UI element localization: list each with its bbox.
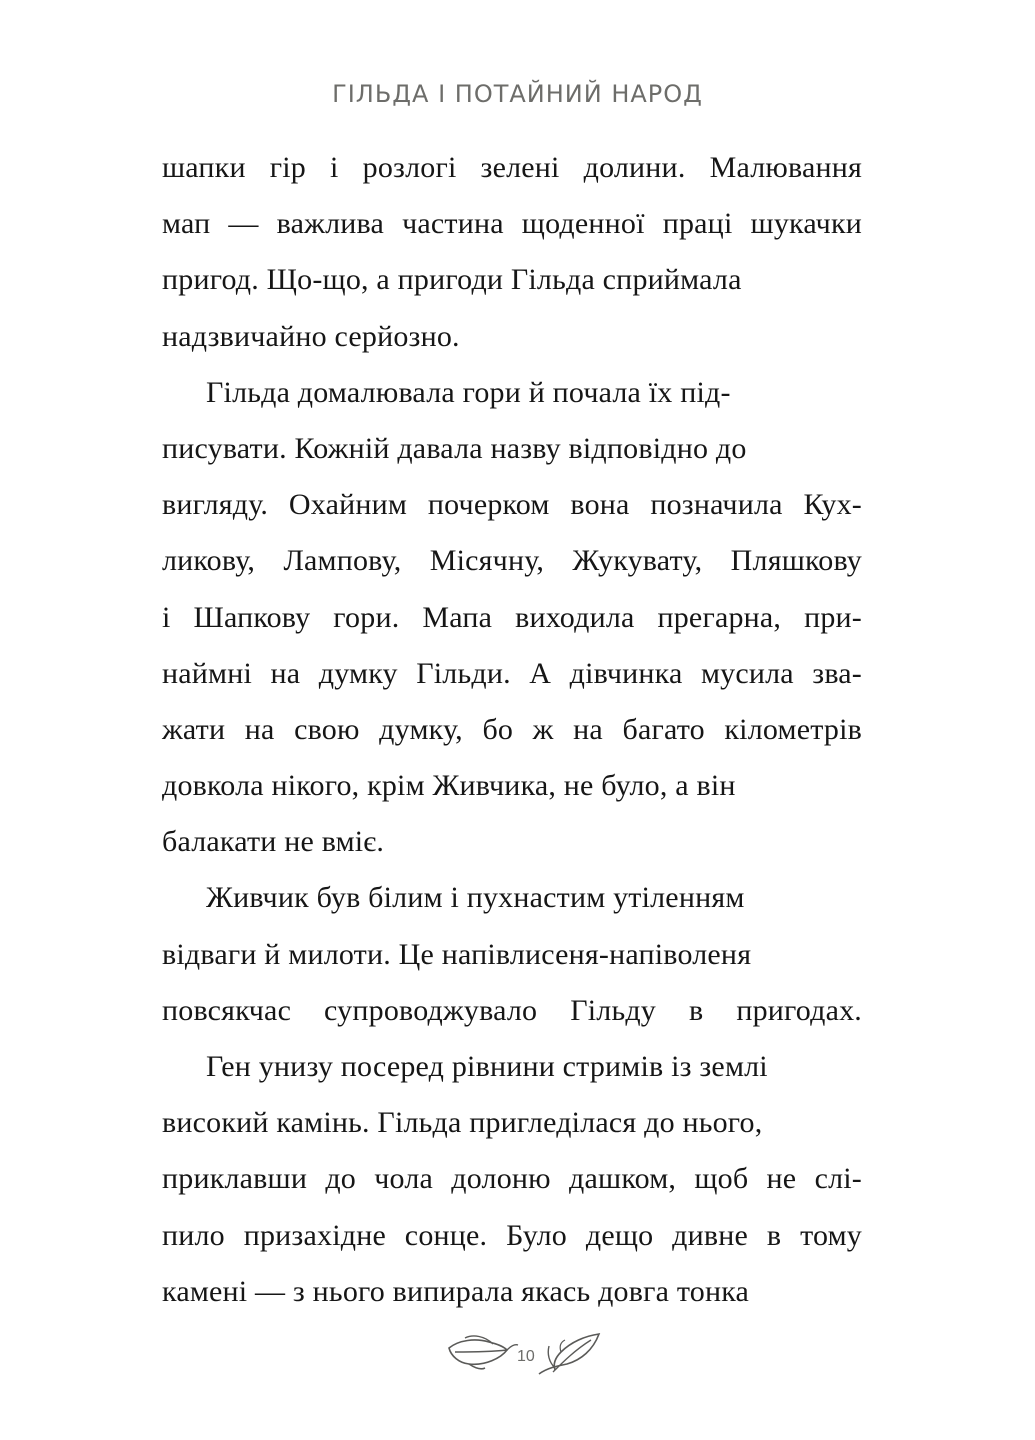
text-line-paragraph-start: Живчик був білим і пухнастим утіленням bbox=[206, 881, 745, 915]
text-line: вигляду. Охайним почерком вона позначила Кух- bbox=[162, 488, 862, 522]
text-line: відваги й милоти. Це напівлисеня-напіволеня bbox=[162, 937, 752, 971]
text-line-paragraph-start: Ген унизу посеред рівнини стримів із землі bbox=[206, 1050, 768, 1083]
text-line: писувати. Кожній давала назву відповідно до bbox=[162, 431, 747, 465]
text-line-paragraph-start: Гільда домалювала гори й почала їх під- bbox=[206, 375, 731, 409]
text-line: мап — важлива частина щоденної праці шукачки bbox=[162, 207, 862, 241]
text-line: надзвичайно серйозно. bbox=[162, 319, 460, 353]
text-line: шапки гір і розлогі зелені долини. Малювання bbox=[162, 151, 862, 184]
leaf-icon bbox=[535, 1328, 605, 1378]
text-line: довкола нікого, крім Живчика, не було, а він bbox=[162, 769, 736, 803]
text-line: ликову, Лампову, Місячну, Жукувату, Пляшкову bbox=[162, 544, 862, 578]
text-line: камені — з нього випирала якась довга тонка bbox=[162, 1274, 750, 1308]
text-line: пригод. Що-що, а пригоди Гільда сприймала bbox=[162, 263, 742, 297]
leaf-icon bbox=[445, 1332, 520, 1374]
text-line: жати на свою думку, бо ж на багато кілометрів bbox=[162, 712, 862, 746]
text-line: високий камінь. Гільда пригледілася до нього, bbox=[162, 1106, 763, 1140]
page-number: 10 bbox=[517, 1348, 535, 1365]
text-line: балакати не вміє. bbox=[162, 825, 385, 859]
text-line: наймні на думку Гільди. А дівчинка мусила зва- bbox=[162, 656, 862, 690]
text-line: приклавши до чола долоню дашком, щоб не слі- bbox=[162, 1162, 862, 1196]
text-line: повсякчас супроводжувало Гільду в пригодах. bbox=[162, 993, 862, 1027]
text-line: пило призахідне сонце. Було дещо дивне в тому bbox=[162, 1218, 862, 1252]
page-footer bbox=[0, 1328, 1035, 1388]
running-head-title: ГІЛЬДА І ПОТАЙНИЙ НАРОД bbox=[332, 80, 703, 108]
body-text bbox=[162, 140, 862, 1320]
text-line: і Шапкову гори. Мапа виходила прегарна, при- bbox=[162, 600, 862, 634]
